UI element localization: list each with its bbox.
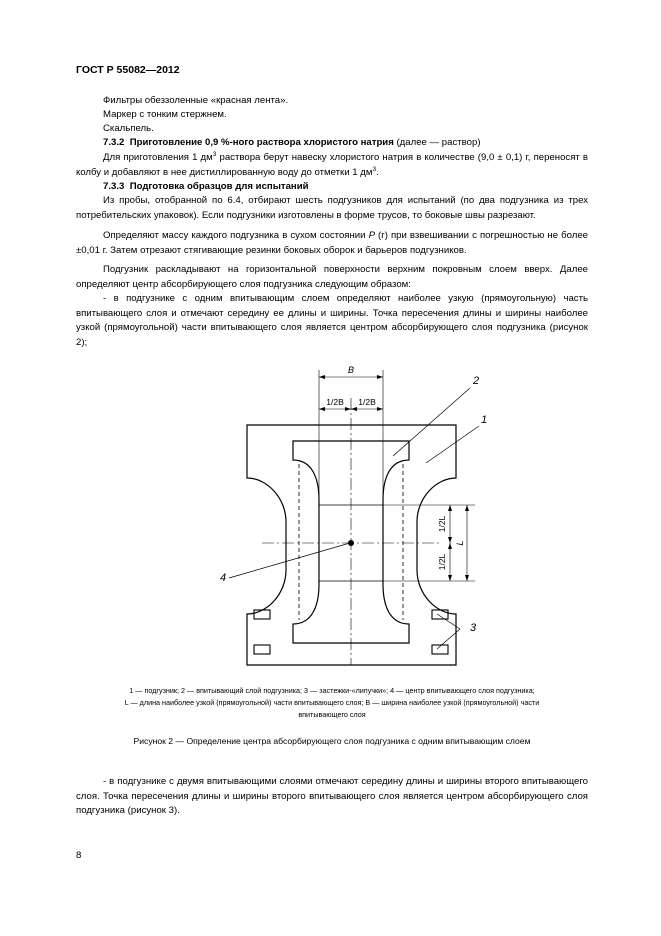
fastener-bottom-left xyxy=(254,645,270,654)
arrow-b-left xyxy=(319,375,325,379)
arrow-halfb-mid-left xyxy=(345,407,351,411)
paragraph-text: (г) при взвешивании с погрешностью не более ±0,01 г. Затем отрезают стягивающие резинки боковых оборок и барьеров подгузников. xyxy=(76,230,588,256)
fastener-top-right xyxy=(432,610,448,619)
document-header: ГОСТ Р 55082—2012 xyxy=(76,64,180,76)
materials-item-filters: Фильтры обеззоленные «красная лента». xyxy=(103,95,289,106)
label-half-b-left: 1/2B xyxy=(326,397,344,407)
arrow-halfl-mid-up xyxy=(448,537,452,543)
arrow-halfb-left xyxy=(319,407,325,411)
paragraph-text: Для приготовления 1 дм xyxy=(103,152,213,163)
arrow-halfl-top xyxy=(448,505,452,511)
leader-1 xyxy=(426,426,479,463)
label-half-l-top: 1/2L xyxy=(437,515,447,533)
leader-4 xyxy=(229,543,350,578)
section-7-3-3-paragraph-1: Из пробы, отобранной по 6.4, отбирают шесть подгузников для испытаний (по два подгузника из трех потребительских упаковок). Если подгузники изготовлены в форме трусов, то боковые швы разрезают. xyxy=(76,195,588,221)
page-number: 8 xyxy=(76,850,82,861)
superscript: 3 xyxy=(372,165,377,173)
final-paragraph: - в подгузнике с двумя впитывающими слоями отмечают середину длины и ширины второго впитывающего слоя. Точка пересечения длины и ширины второго впитывающего слоя является центром абсорбирующего слоя подгузника (рисунок 3). xyxy=(76,776,588,817)
arrow-halfb-mid-right xyxy=(351,407,357,411)
section-number: 7.3.3 xyxy=(103,181,125,192)
superscript: 3 xyxy=(212,151,217,158)
figure-legend xyxy=(76,685,588,721)
section-title: Подготовка образцов для испытаний xyxy=(129,181,309,192)
section-note: (далее — раствор) xyxy=(393,137,481,148)
arrow-b-right xyxy=(377,375,383,379)
legend-line-2: L — длина наиболее узкой (прямоугольной) части впитывающего слоя; B — ширина наиболее узкой (прямоугольной) части xyxy=(124,698,540,707)
label-4: 4 xyxy=(219,572,227,584)
label-2: 2 xyxy=(472,375,480,387)
figure-title: Рисунок 2 — Определение центра абсорбирующего слоя подгузника с одним впитывающим слоем xyxy=(133,736,531,746)
legend-line-3: впитывающего слоя xyxy=(298,710,366,719)
materials-item-marker: Маркер с тонким стержнем. xyxy=(103,109,227,120)
fastener-top-left xyxy=(254,610,270,619)
paragraph-text: Определяют массу каждого подгузника в сухом состоянии xyxy=(103,230,369,241)
leader-2 xyxy=(393,388,470,456)
arrow-l-top xyxy=(465,505,469,511)
label-half-b-right: 1/2B xyxy=(358,397,376,407)
arrow-halfl-mid-down xyxy=(448,543,452,549)
label-b: B xyxy=(347,365,355,375)
label-half-l-bottom: 1/2L xyxy=(437,553,447,571)
paragraph-text: . xyxy=(376,166,379,178)
label-3: 3 xyxy=(469,622,477,634)
section-7-3-3-paragraph-4: - в подгузнике с одним впитывающим слоем определяют наиболее узкую (прямоугольную) часть впитывающего слоя и отмечают середину ее длины и ширины. Точка пересечения длины и ширины наиболее узкой (прямоугольной) части впитывающего слоя является центром абсорбирующего слоя подгузника (рисунок 2); xyxy=(76,293,588,348)
materials-item-scalpel: Скальпель. xyxy=(103,123,154,134)
arrow-halfl-bottom xyxy=(448,575,452,581)
label-l: L xyxy=(455,540,465,546)
arrow-halfb-right xyxy=(377,407,383,411)
section-7-3-3-paragraph-3: Подгузник раскладывают на горизонтальной поверхности верхним покровным слоем вверх. Далее определяют центр абсорбирующего слоя подгузника следующим образом: xyxy=(76,264,588,290)
section-title: Приготовление 0,9 %-ного раствора хлористого натрия xyxy=(129,137,394,148)
section-number: 7.3.2 xyxy=(103,137,125,148)
label-1: 1 xyxy=(480,414,488,426)
paragraph-text: раствора берут навеску хлористого натрия в количестве (9,0 ± 0,1) г, переносят в колбу и добавляют в нее дистиллированную воду до отметки 1 дм xyxy=(76,152,589,178)
arrow-l-bottom xyxy=(465,575,469,581)
variable-p: P xyxy=(368,230,375,241)
legend-line-1: 1 — подгузник; 2 — впитывающий слой подгузника; 3 — застежки-«липучки»; 4 — центр впитывающего слоя подгузника; xyxy=(129,686,535,695)
